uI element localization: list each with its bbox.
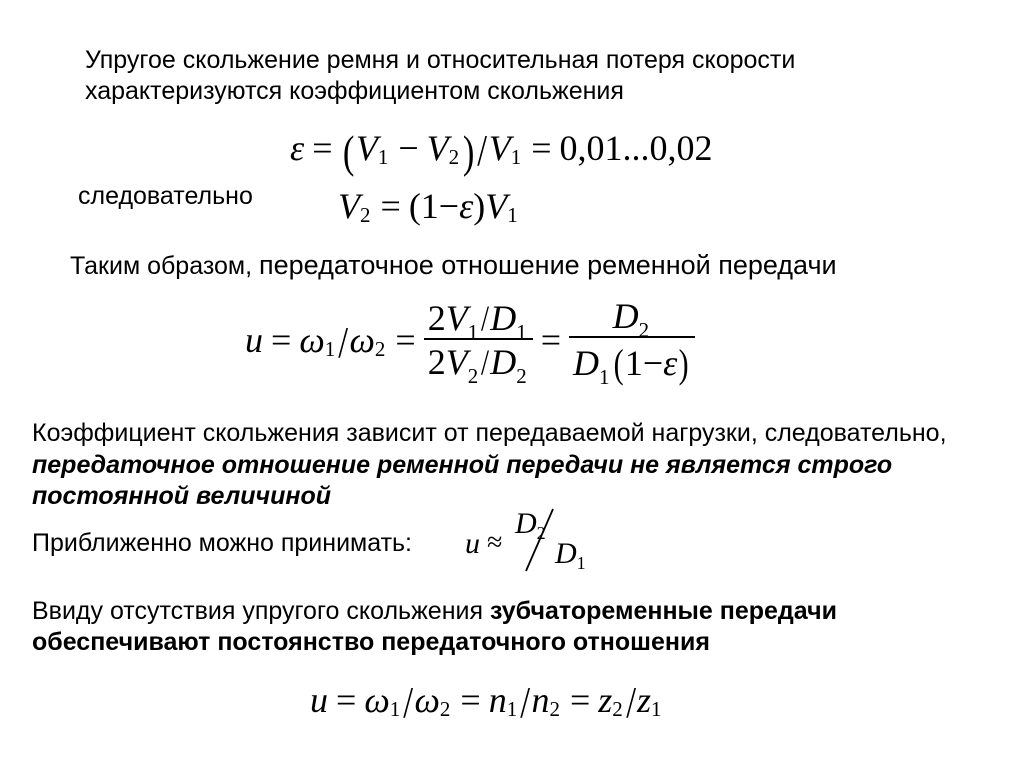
- dependence-line-2: передаточное отношение ременной передачи не является строго: [32, 451, 893, 479]
- approx-formula: u ≈ $D_2$ $D_1$: [465, 507, 586, 573]
- ratio-intro: Таким образом, передаточное отношение ременной передачи: [70, 250, 837, 280]
- velocity-fraction: $\frac{2V_1/D_1}{2V_2/D_2}$: [424, 300, 533, 380]
- hence-label: следовательно: [78, 182, 253, 210]
- slip-coefficient-formula: ε = ( V 1 − V 2 ) / V 1 = 0,01...0,02: [290, 126, 713, 177]
- toothed-line-1: Ввиду отсутствия упругого скольжения зубчатоременные передачи: [32, 597, 837, 625]
- diameter-fraction: $\frac{D_2}{D_1(1-\varepsilon)}$: [569, 298, 695, 382]
- dependence-line-1: Коэффициент скольжения зависит от передаваемой нагрузки, следовательно,: [32, 419, 947, 447]
- approx-label: Приближенно можно принимать:: [32, 529, 413, 557]
- slip-coefficient-range: 0,01...0,02: [559, 128, 713, 168]
- v2-formula: V 2 = (1− ε ) V 1: [338, 186, 518, 227]
- intro-line-2: характеризуются коэффициентом скольжения: [85, 77, 624, 105]
- toothed-line-2: обеспечивают постоянство передаточного отношения: [32, 628, 710, 656]
- gear-ratio-formula: u = ω 1 / ω 2 = $\frac{2V_1/D_1}{2V_2/D_2}$ = $\frac{D_2}{D_1(1-\varepsilon)}$: [245, 298, 695, 382]
- toothed-ratio-formula: u = ω 1 / ω 2 = n 1 / n 2 = z 2 / z 1: [310, 678, 662, 727]
- intro-line-1: Упругое скольжение ремня и относительная потеря скорости: [85, 46, 796, 74]
- approx-slash: [520, 505, 560, 575]
- dependence-line-3: постоянной величиной: [32, 482, 332, 510]
